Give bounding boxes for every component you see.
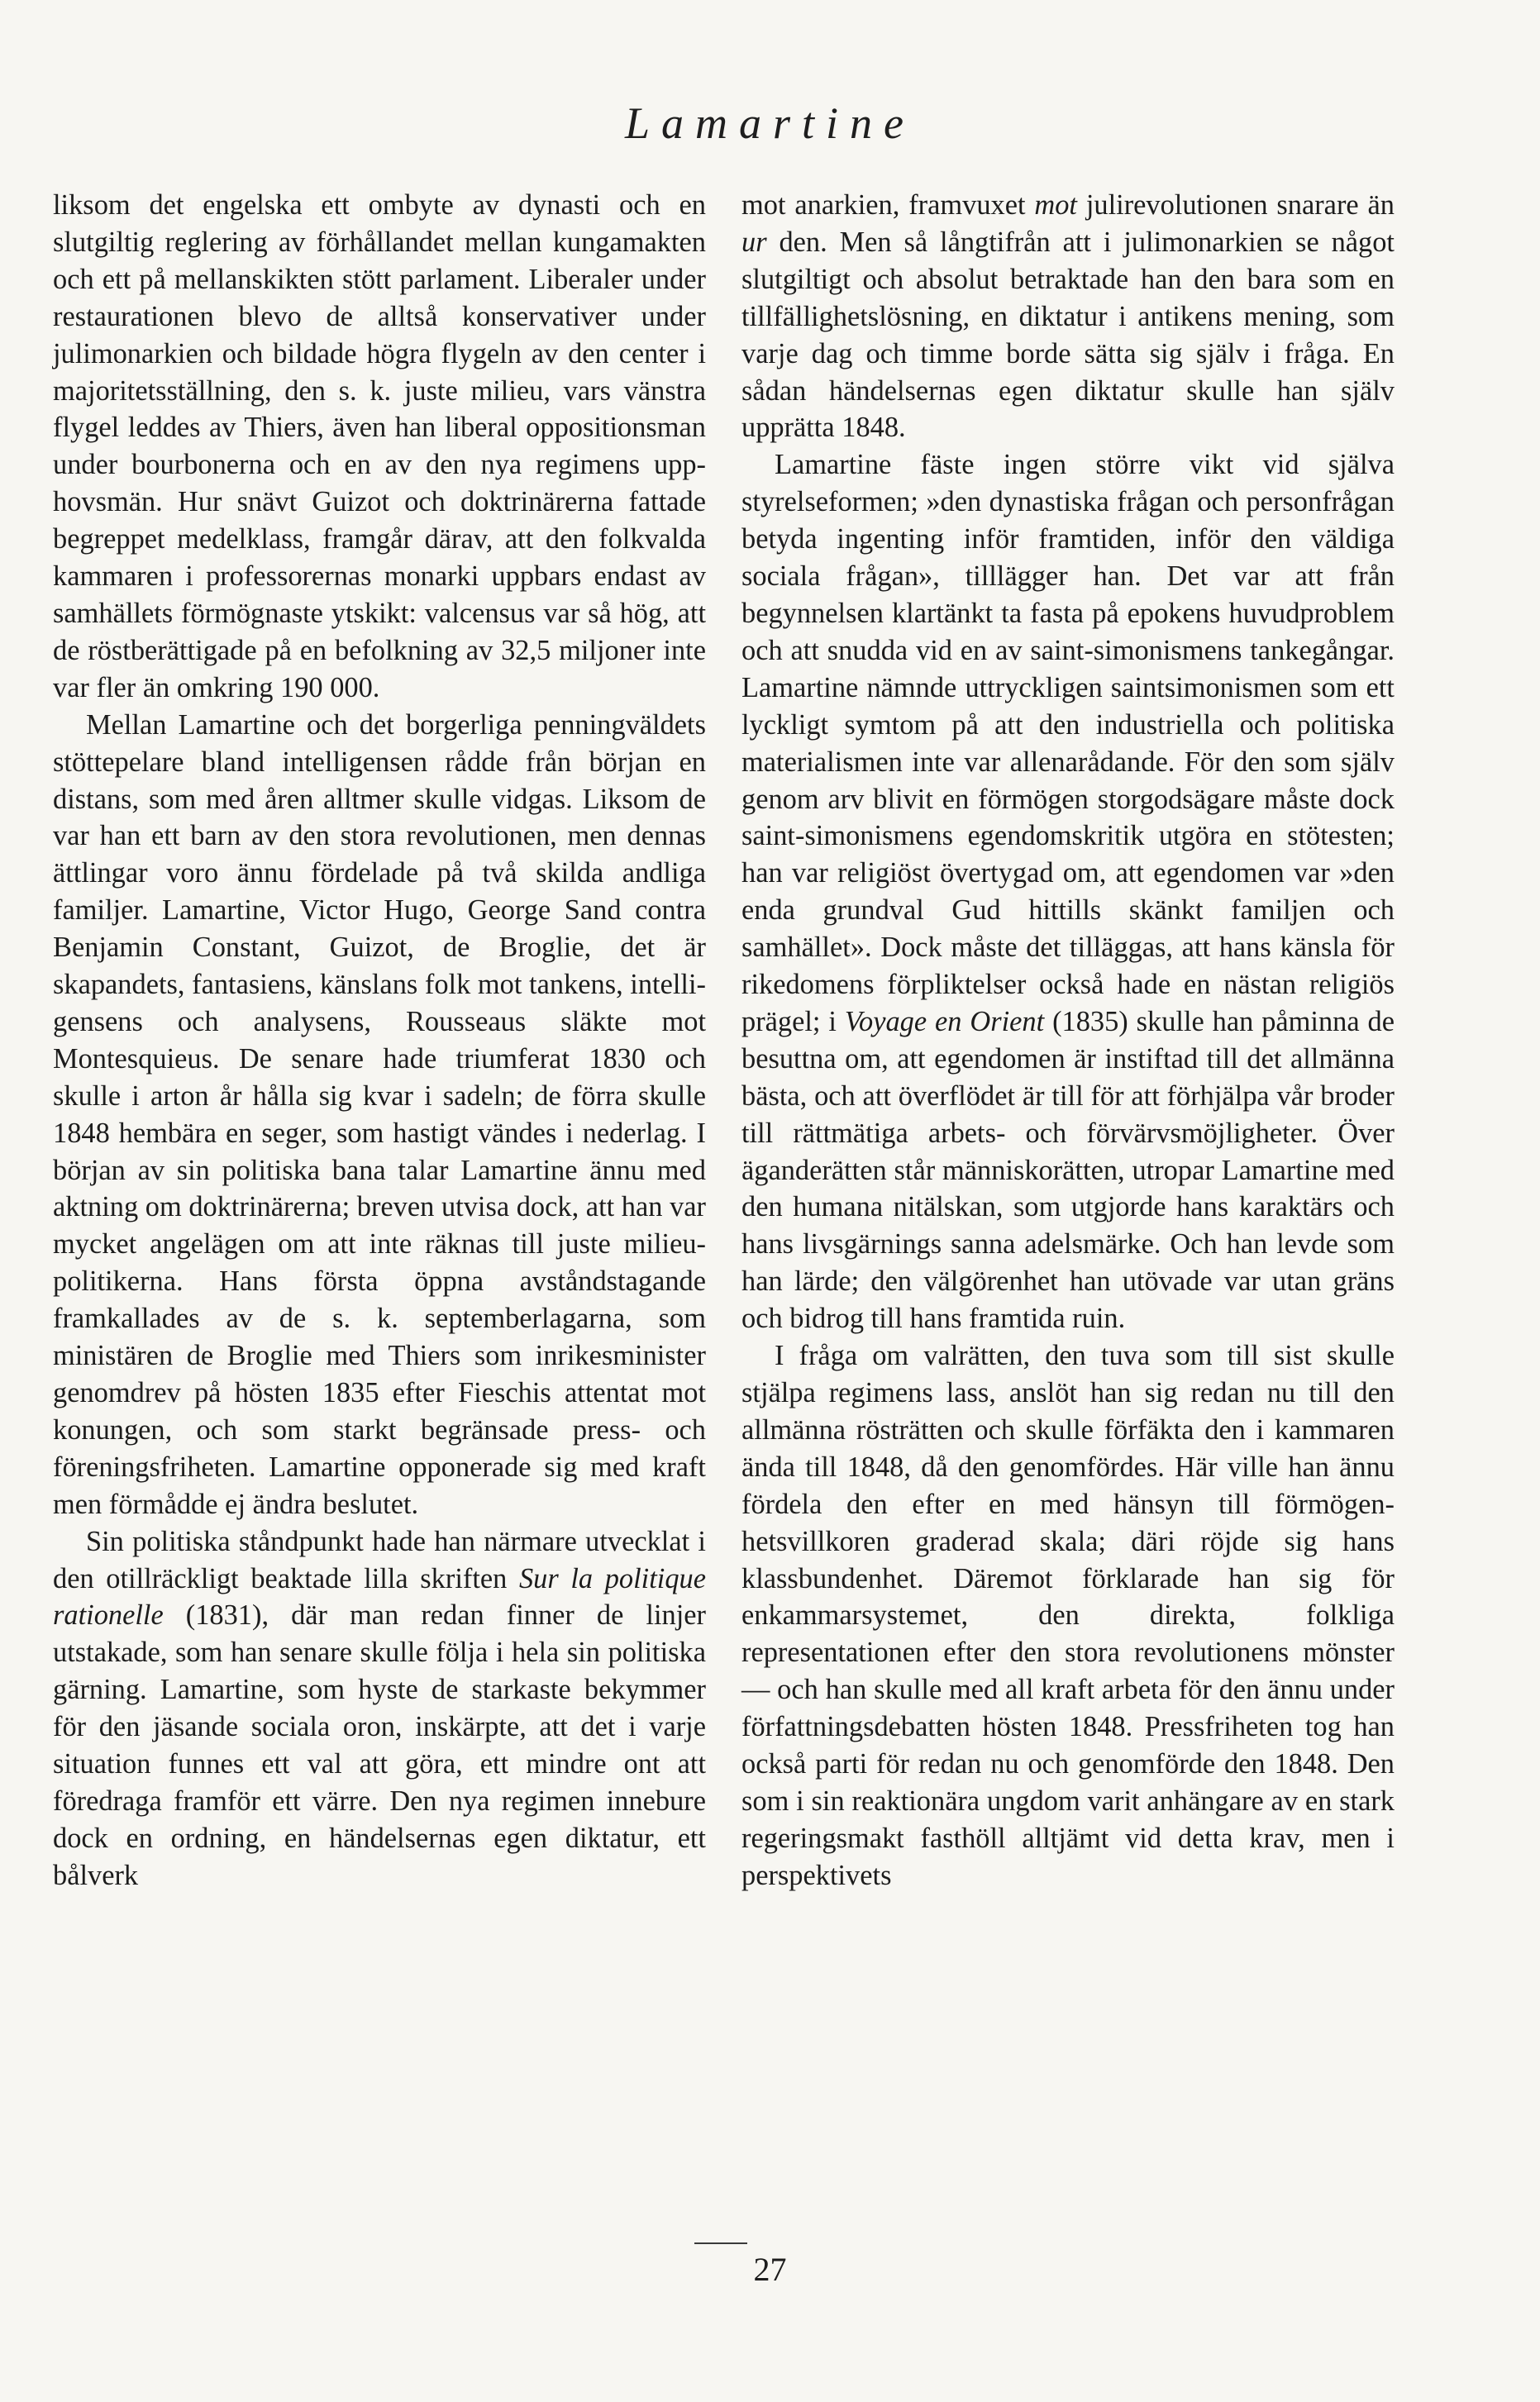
paragraph bbox=[741, 446, 1395, 1337]
text-run: mot anarkien, framvuxet bbox=[741, 189, 1035, 221]
book-title: Voyage en Orient bbox=[844, 1005, 1045, 1037]
paragraph: liksom det engelska ett ombyte av dynasti och en slutgiltig reglering av förhållandet mellan kungamakten och ett på mellanskikten stött parlament. Liberaler under restaurationen blevo de alltså konservativer under julimonarkien och bildade högra flygeln av den center i majoritetsställning, den s. k. juste milieu, vars vänstra flygel leddes av Thiers, även han liberal oppositionsman under bourbonerna och en av den nya regimens upphovsmän. Hur snävt Guizot och doktrinärerna fattade begreppet medelklass, framgår därav, att den folkvalda kammaren i professorernas monarki uppbars endast av samhällets förmögnaste ytskikt: valcensus var så hög, att de röstberättigade på en befolkning av 32,5 miljoner inte var fler än omkring 190 000. bbox=[53, 189, 706, 703]
page-number: 27 bbox=[753, 2251, 787, 2288]
emphasis: mot bbox=[1034, 189, 1077, 221]
text-run: julirevolutionen snarare än bbox=[1076, 189, 1395, 221]
running-title: Lamartine bbox=[624, 98, 916, 148]
paragraph: Mellan Lamartine och det borgerliga penningväldets stöttepelare bland intelligensen rådde från början en distans, som med åren alltmer skulle vidgas. Liksom de var han ett barn av den stora revolutionen, men dennas ättlingar voro ännu fördelade på två skilda andliga familjer. Lamartine, Victor Hugo, George Sand contra Benjamin Constant, Guizot, de Broglie, det är skapandets, fantasiens, känslans folk mot tankens, intelligensens och analysens, Rousseaus släkte mot Montesquieus. De senare hade triumferat 1830 och skulle i arton år hålla sig kvar i sadeln; de förra skulle 1848 hembära en seger, som hastigt vändes i nederlag. I början av sin politiska bana talar Lamartine ännu med aktning om doktrinärerna; breven utvisa dock, att han var mycket angelägen om att inte räknas till juste milieu-politikerna. Hans första öppna avståndstagande framkallades av de s. k. septemberlagarna, som ministären de Broglie med Thiers som inrikesminister genomdrev på hösten 1835 efter Fieschis attentat mot konungen, och som starkt begränsade press- och föreningsfriheten. Lamartine opponerade sig med kraft men förmådde ej ändra beslutet. bbox=[53, 708, 706, 1520]
emphasis: ur bbox=[741, 226, 767, 258]
paragraph bbox=[53, 1523, 706, 1894]
footer-rule bbox=[694, 2242, 747, 2244]
paragraph bbox=[741, 187, 1395, 446]
text-run: Lamartine fäste ingen större vikt vid själva styrelseformen; »den dynastiska frågan och personfrågan betyda ingenting inför framtiden, inför den väldiga sociala frågan», tilllägger han. Det var att från begynnelsen klartänkt ta fasta på epokens huvudproblem och att snudda vid en av saint-simonismens tankegångar. Lamartine nämnde uttryckligen saintsimonismen som ett lyckligt symtom på att den industriella och politiska materialismen inte var allenarådande. För den som själv genom arv blivit en förmögen storgodsägare måste dock saint-simonismens egendomskritik utgöra en stötesten; han var religiöst övertygad om, att egendomen var »den enda grundval Gud hittills skänkt familjen och samhället». Dock måste det tilläggas, att hans känsla för rikedomens förpliktelser också hade en nästan religiös prägel; i bbox=[741, 449, 1395, 1037]
right-column bbox=[741, 187, 1395, 1894]
text-run: den. Men så långtifrån att i julimonarkien se något slutgiltigt och absolut betraktade han den bara som en tillfällighetslösning, en diktatur i antikens mening, som varje dag och timme borde sätta sig själv i fråga. En sådan händelsernas egen diktatur skulle han själv upprätta 1848. bbox=[741, 226, 1395, 444]
text-run: (1831), där man redan finner de linjer utstakade, som han senare skulle följa i hela sin politiska gärning. Lamartine, som hyste de starkaste bekymmer för den jäsande sociala oron, inskärpte, att det i varje situation funnes ett val att göra, ett mindre ont att föredraga framför ett värre. Den nya regimen innebure dock en ordning, en händelsernas egen diktatur, ett bålverk bbox=[53, 1599, 706, 1891]
text-run: (1835) skulle han påminna de besuttna om, att egendomen är instiftad till det allmänna bästa, och att överflödet är till för att förhjälpa vår broder till rättmätiga arbets- och förvärvsmöjligheter. Över äganderätten står människorätten, utropar Lamartine med den humana nitälskan, som utgjorde hans karaktärs och hans livsgärnings sanna adelsmärke. Och han levde som han lärde; den välgörenhet han utövade var utan gräns och bidrog till hans framtida ruin. bbox=[741, 1005, 1395, 1335]
left-column bbox=[53, 187, 706, 1894]
text-run: Sin politiska ståndpunkt hade han närmare utvecklat i den otillräckligt beaktade lilla skriften bbox=[53, 1525, 706, 1594]
book-title: Sur la politique rationelle bbox=[53, 1562, 707, 1632]
paragraph: I fråga om valrätten, den tuva som till sist skulle stjälpa regimens lass, anslöt han sig redan nu till den allmänna rösträtten och skulle förfäkta den i kammaren ända till 1848, då den genomfördes. Här ville han ännu fördela den efter en med hänsyn till förmögenhetsvillkoren graderad skala; däri röjde sig hans klassbundenhet. Däremot förklarade han sig för enkammarsystemet, den direkta, folkliga representationen efter den stora revolutionens mönster — och han skulle med all kraft arbeta för den ännu under författningsdebatten hösten 1848. Pressfriheten tog han också parti för redan nu och genomförde den 1848. Den som i sin reaktionära ungdom varit anhängare av en stark regeringsmakt fasthöll alltjämt vid detta krav, men i perspektivets bbox=[741, 1340, 1395, 1891]
